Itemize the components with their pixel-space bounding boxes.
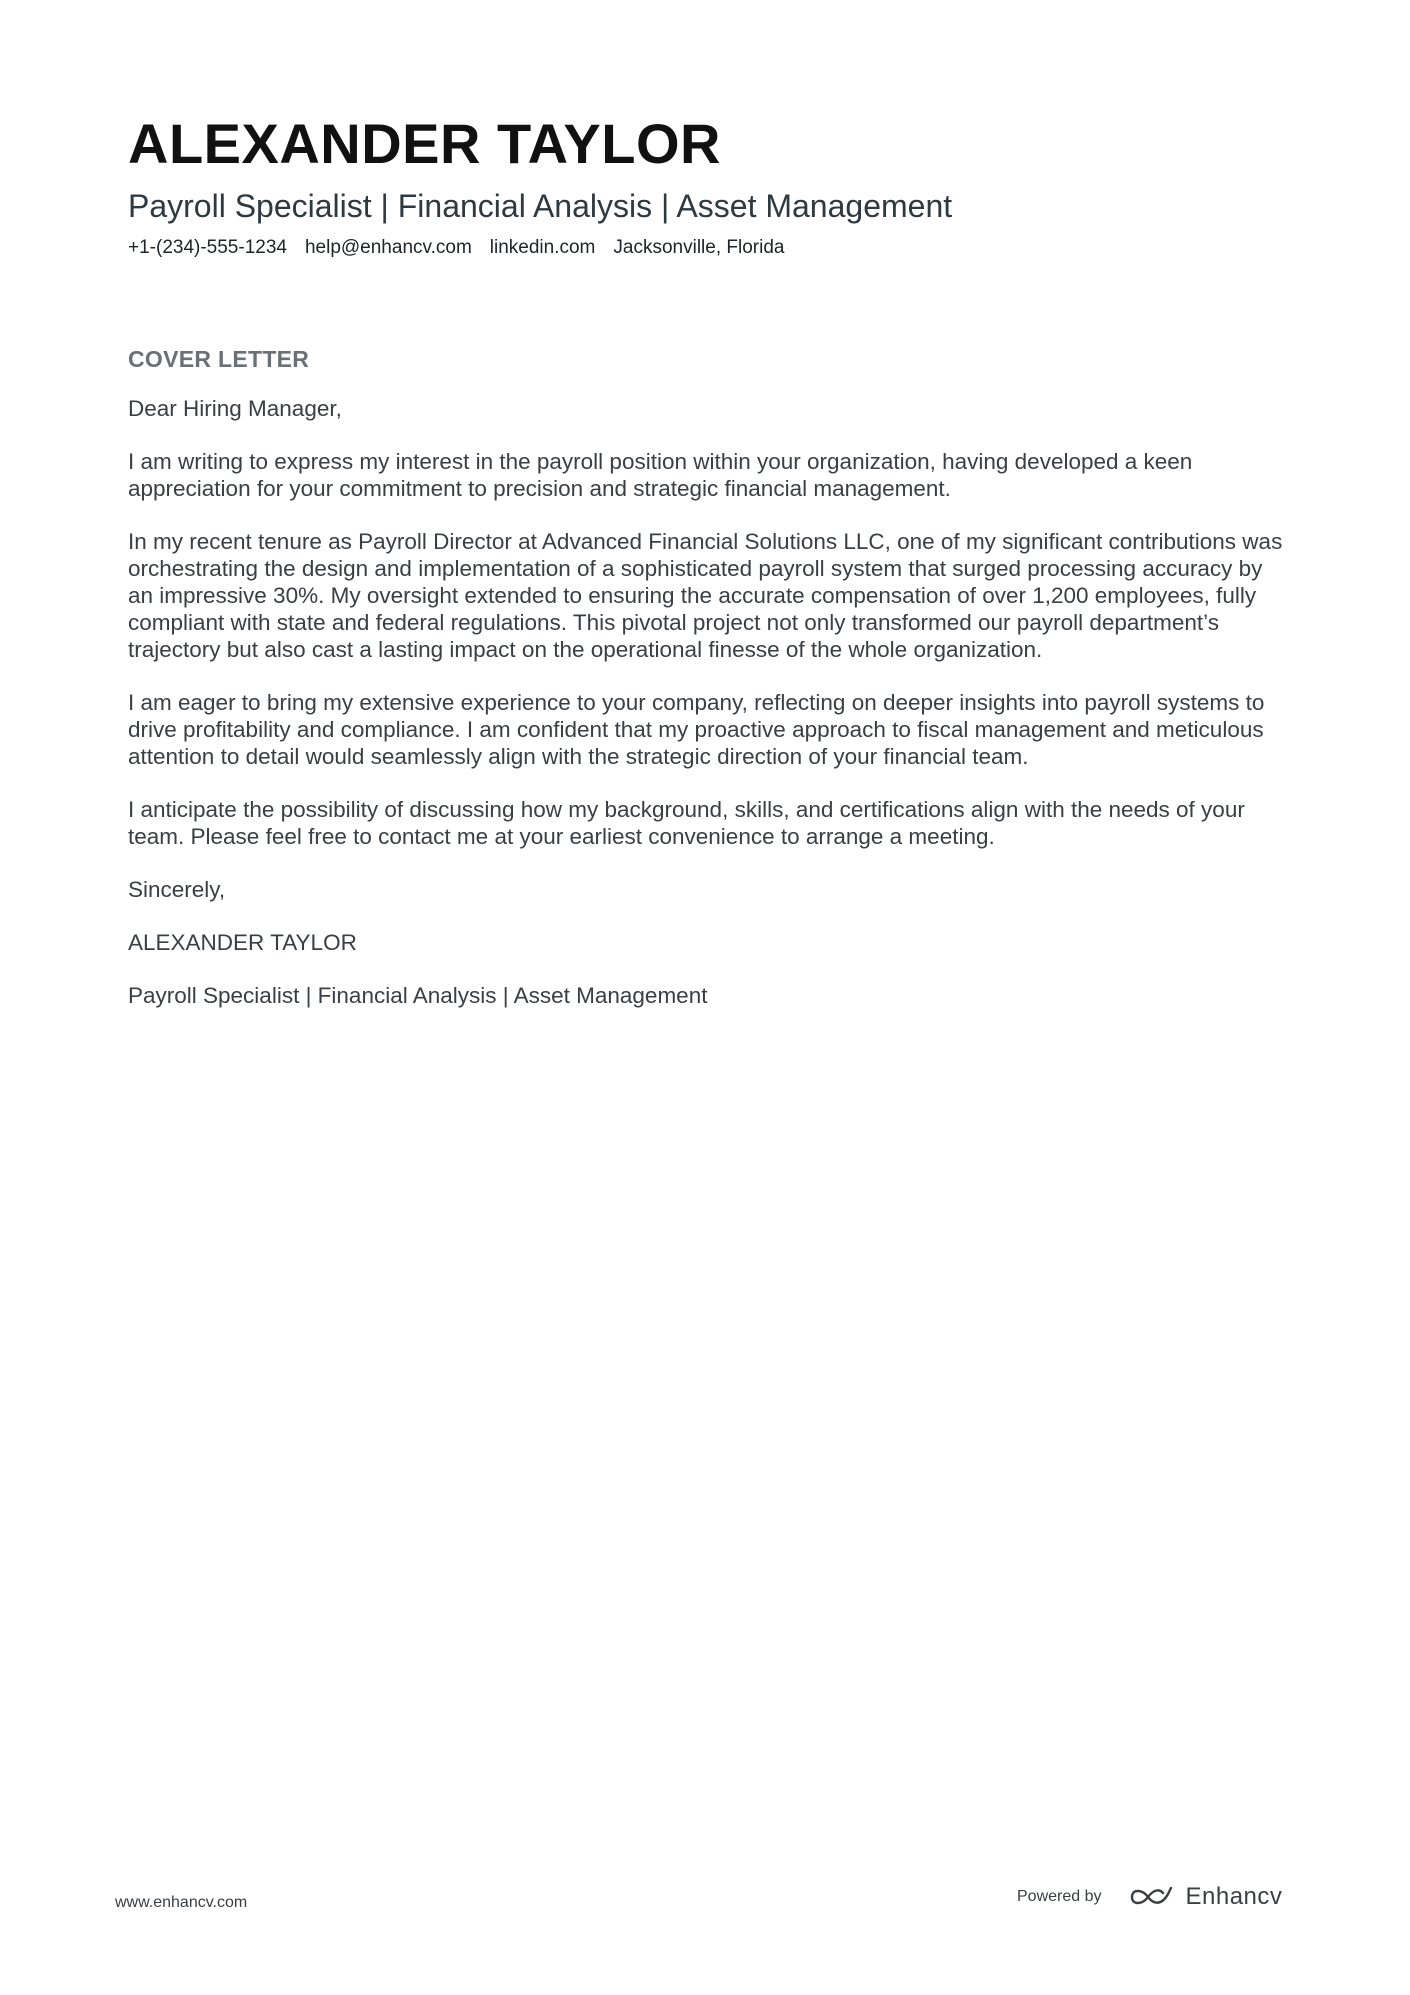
applicant-headline: Payroll Specialist | Financial Analysis | Asset Management <box>128 188 953 224</box>
header <box>128 112 1278 260</box>
letter-paragraph-2: In my recent tenure as Payroll Director at Advanced Financial Solutions LLC, one of my significant contributions was orchestrating the design and implementation of a sophisticated payroll system that surged processing accuracy by an impressive 30%. My oversight extended to ensuring the accurate compensation of over 1,200 employees, fully compliant with state and federal regulations. This pivotal project not only transformed our payroll department’s trajectory but also cast a lasting impact on the operational finesse of the whole organization. <box>128 529 1283 662</box>
letter-paragraph-3: I am eager to bring my extensive experience to your company, reflecting on deeper insights into payroll systems to drive profitability and compliance. I am confident that my proactive approach to fiscal management and meticulous attention to detail would seamlessly align with the strategic direction of your financial team. <box>128 690 1265 769</box>
signature-name: ALEXANDER TAYLOR <box>128 930 357 955</box>
letter-body <box>128 345 1288 1035</box>
letter-paragraph-4: I anticipate the possibility of discussing how my background, skills, and certifications align with the needs of your team. Please feel free to contact me at your earliest convenience to arrange a meeting. <box>128 797 1245 849</box>
contact-email[interactable]: help@enhancv.com <box>304 237 472 258</box>
applicant-name: ALEXANDER TAYLOR <box>128 112 721 175</box>
enhancv-logo-icon <box>1128 1884 1174 1910</box>
contact-phone: +1-(234)-555-1234 <box>128 237 287 258</box>
contact-row <box>128 236 1278 260</box>
section-title: COVER LETTER <box>128 346 310 372</box>
enhancv-logo-text: Enhancv <box>1185 1883 1283 1910</box>
contact-location: Jacksonville, Florida <box>613 237 785 258</box>
signature-title: Payroll Specialist | Financial Analysis | Asset Management <box>128 983 708 1008</box>
letter-closing: Sincerely, <box>128 877 226 902</box>
powered-by-label: Powered by <box>1017 1888 1102 1905</box>
letter-greeting: Dear Hiring Manager, <box>128 396 342 421</box>
contact-linkedin[interactable]: linkedin.com <box>489 237 596 258</box>
footer-website[interactable]: www.enhancv.com <box>115 1894 248 1911</box>
letter-paragraph-1: I am writing to express my interest in the payroll position within your organization, having developed a keen appreciation for your commitment to precision and strategic financial management. <box>128 449 1193 501</box>
powered-by-badge[interactable] <box>1017 1879 1282 1915</box>
